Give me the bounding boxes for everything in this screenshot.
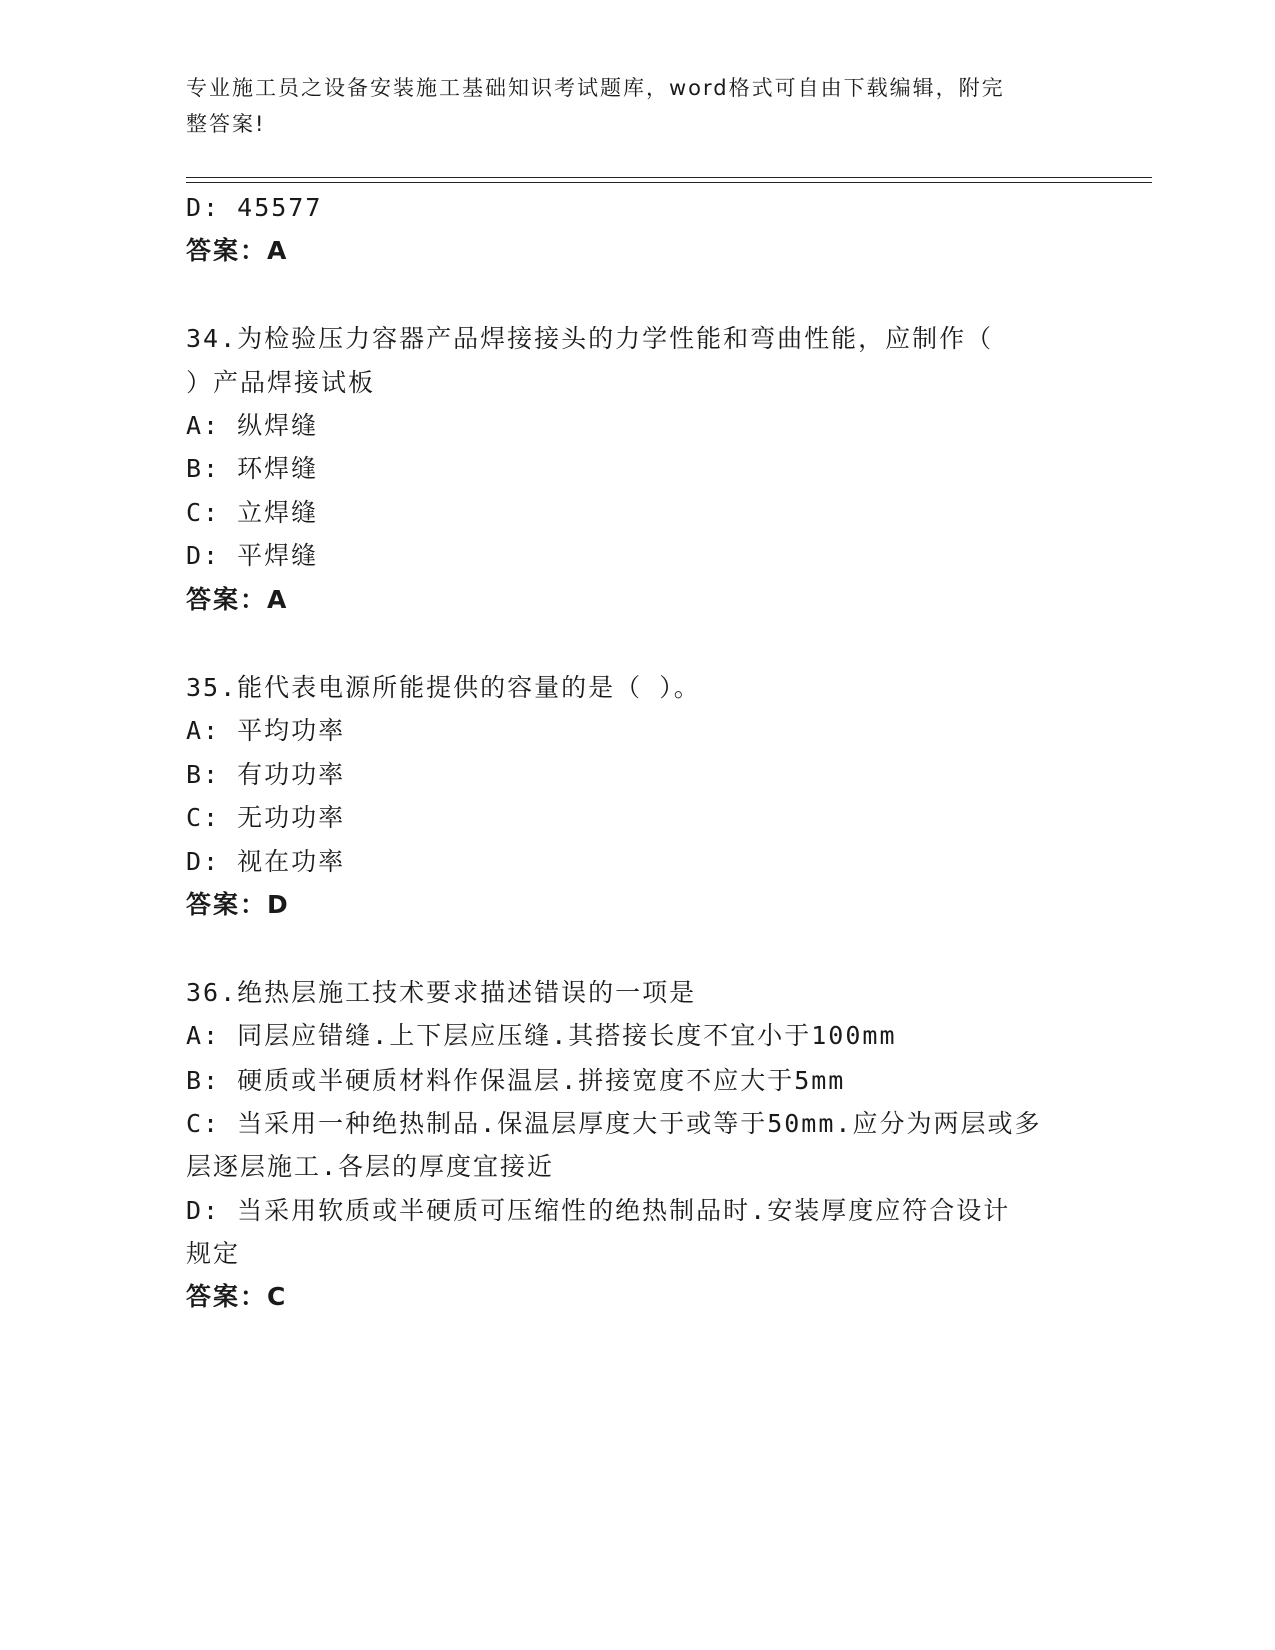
q36-option-b: B: 硬质或半硬质材料作保温层.拼接宽度不应大于5mm bbox=[186, 1066, 846, 1095]
header-line-1: 专业施工员之设备安装施工基础知识考试题库，word格式可自由下载编辑，附完 bbox=[186, 76, 1005, 100]
q34-answer: 答案：A bbox=[186, 585, 289, 614]
q34-stem-line-2: ）产品焊接试板 bbox=[186, 368, 376, 397]
q36-option-c-line-2: 层逐层施工.各层的厚度宜接近 bbox=[186, 1152, 555, 1181]
q36-option-d-line-1: D: 当采用软质或半硬质可压缩性的绝热制品时.安装厚度应符合设计 bbox=[186, 1196, 1011, 1225]
q36-option-c-line-1: C: 当采用一种绝热制品.保温层厚度大于或等于50mm.应分为两层或多 bbox=[186, 1109, 1042, 1138]
q36-answer: 答案：C bbox=[186, 1282, 288, 1311]
q35-option-a: A: 平均功率 bbox=[186, 716, 346, 745]
q36-option-a: A: 同层应错缝.上下层应压缝.其搭接长度不宜小于100mm bbox=[186, 1021, 897, 1050]
q34-option-d: D: 平焊缝 bbox=[186, 541, 319, 570]
prev-option-d: D: 45577 bbox=[186, 193, 323, 222]
q35-answer: 答案：D bbox=[186, 890, 290, 919]
header-line-2: 整答案! bbox=[186, 112, 266, 136]
q35-option-c: C: 无功功率 bbox=[186, 803, 346, 832]
q35-option-b: B: 有功功率 bbox=[186, 760, 346, 789]
document-header bbox=[186, 70, 1066, 142]
q34-option-a: A: 纵焊缝 bbox=[186, 411, 319, 440]
q36-stem: 36.绝热层施工技术要求描述错误的一项是 bbox=[186, 978, 697, 1007]
q34-option-c: C: 立焊缝 bbox=[186, 498, 319, 527]
q35-option-d: D: 视在功率 bbox=[186, 847, 346, 876]
q35-stem: 35.能代表电源所能提供的容量的是（ ）。 bbox=[186, 673, 701, 702]
q34-option-b: B: 环焊缝 bbox=[186, 454, 319, 483]
header-rule-top bbox=[186, 177, 1152, 178]
prev-answer: 答案：A bbox=[186, 236, 289, 265]
q36-option-d-line-2: 规定 bbox=[186, 1239, 241, 1268]
header-rule-bottom bbox=[186, 182, 1152, 183]
q34-stem-line-1: 34.为检验压力容器产品焊接接头的力学性能和弯曲性能，应制作（ bbox=[186, 324, 994, 353]
